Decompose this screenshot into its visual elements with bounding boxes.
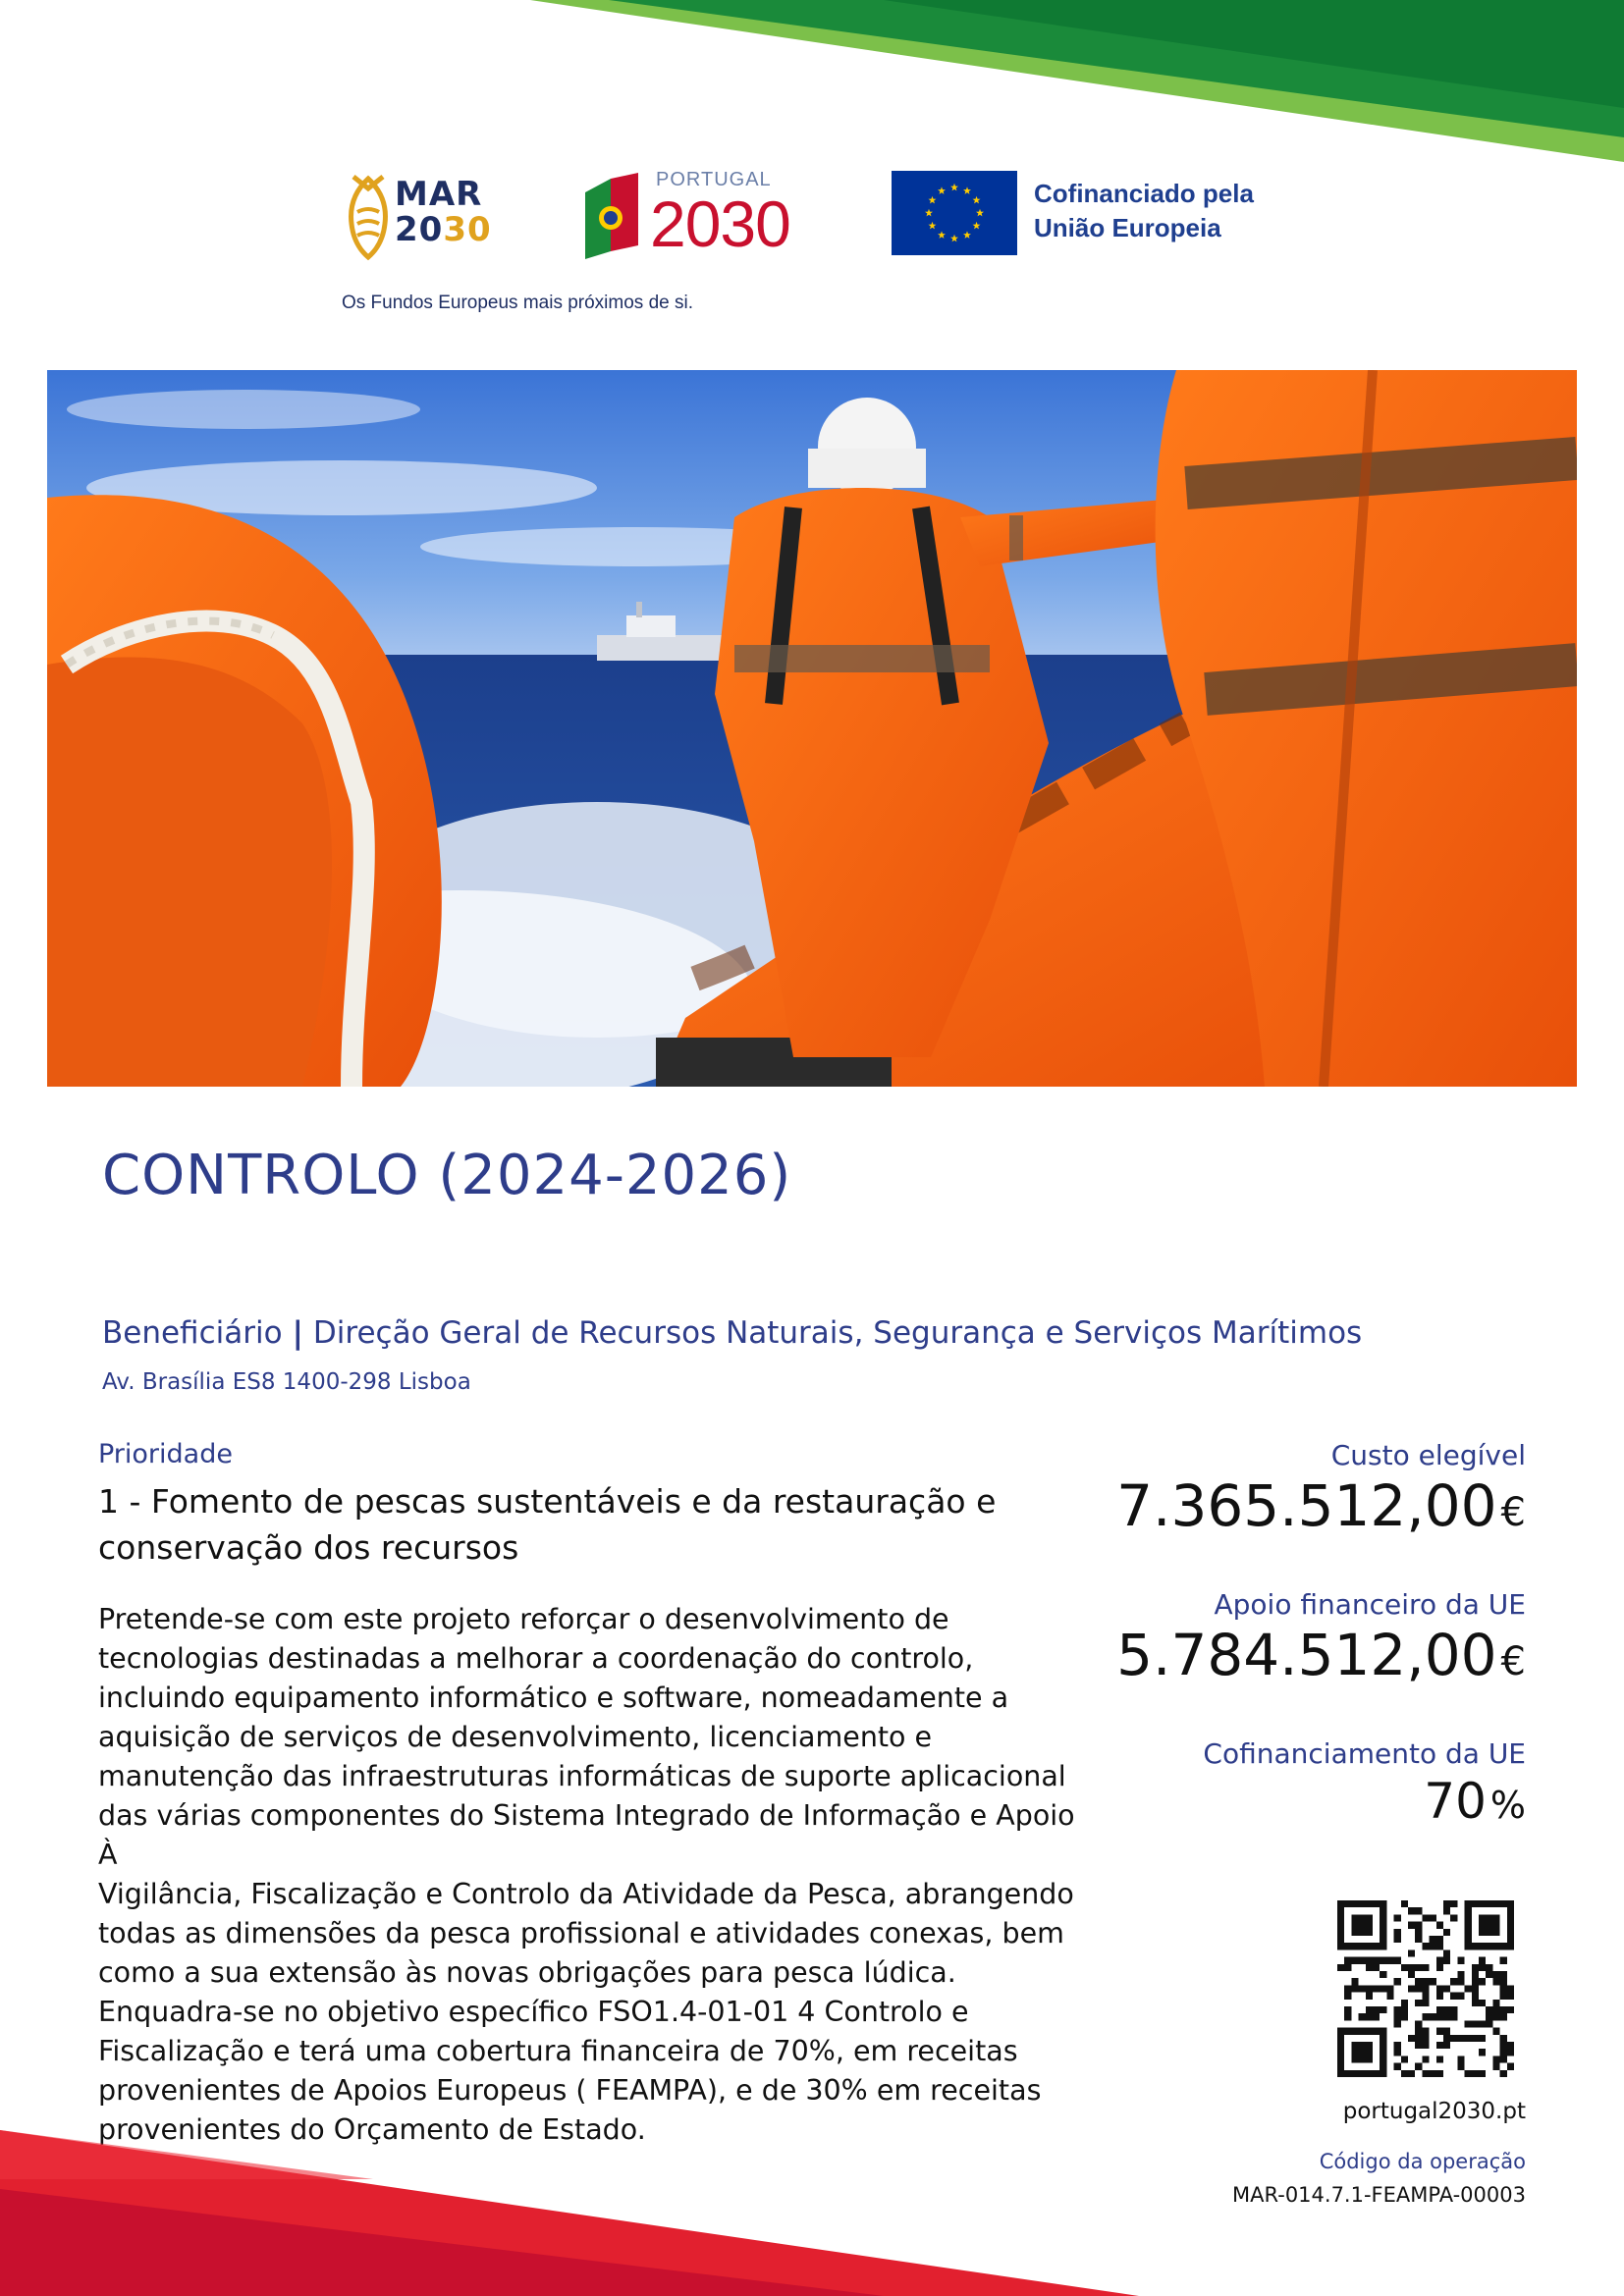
bottom-red-band <box>0 2120 1624 2296</box>
mar-logo-word: MAR <box>395 175 483 214</box>
description-line: Fiscalização e terá uma cobertura financeira de 70%, em receitas <box>98 2035 1018 2067</box>
eu-cofinanced-label: Cofinanciado pela União Europeia <box>1034 179 1254 242</box>
eligible-cost-value: 7.365.512,00 € <box>1116 1472 1526 1539</box>
portugal2030-logo <box>581 165 817 263</box>
inspection-boat-photo <box>47 370 1577 1087</box>
priority-label: Prioridade <box>98 1439 233 1469</box>
description-line: tecnologias destinadas a melhorar a coordenação do controlo, <box>98 1642 974 1675</box>
project-description <box>98 1600 1090 2150</box>
beneficiary-line <box>102 1315 1362 1351</box>
operation-code-label: Código da operação <box>1319 2150 1526 2173</box>
qr-caption-link[interactable]: portugal2030.pt <box>1342 2099 1526 2124</box>
priority-text: 1 - Fomento de pescas sustentáveis e da restauração e conservação dos recursos <box>98 1482 997 1567</box>
portugal-flag-icon <box>581 173 650 261</box>
portugal-logo-word: PORTUGAL <box>656 169 772 190</box>
mar-fish-icon <box>344 173 393 261</box>
description-line: Enquadra-se no objetivo específico FSO1.4-01-01 4 Controlo e <box>98 1996 969 2028</box>
beneficiary-separator: | <box>292 1315 303 1351</box>
qr-code[interactable] <box>1337 1900 1514 2077</box>
operation-code-value: MAR-014.7.1-FEAMPA-00003 <box>1232 2183 1526 2207</box>
eu-support-label: Apoio financeiro da UE <box>1214 1588 1526 1621</box>
eu-support-value: 5.784.512,00 € <box>1116 1622 1526 1688</box>
beneficiary-name: Direção Geral de Recursos Naturais, Segurança e Serviços Marítimos <box>312 1315 1363 1351</box>
cofinancing-label: Cofinanciamento da UE <box>1203 1737 1526 1770</box>
top-green-band <box>0 0 1624 167</box>
eligible-cost-label: Custo elegível <box>1330 1439 1526 1471</box>
description-line: incluindo equipamento informático e software, nomeadamente a <box>98 1682 1009 1714</box>
description-line: aquisição de serviços de desenvolvimento, licenciamento e <box>98 1721 933 1753</box>
mar2030-logo <box>344 167 511 265</box>
beneficiary-address: Av. Brasília ES8 1400-298 Lisboa <box>102 1369 471 1395</box>
description-line: das várias componentes do Sistema Integrado de Informação e Apoio À <box>98 1799 1075 1871</box>
portugal-logo-year: 2030 <box>650 187 790 260</box>
eu-flag-icon <box>892 171 1017 255</box>
description-line: provenientes do Orçamento de Estado. <box>98 2113 646 2146</box>
description-line: todas as dimensões da pesca profissional e atividades conexas, bem <box>98 1917 1064 1949</box>
cofinancing-value: 70 % <box>1424 1773 1526 1830</box>
description-line: Vigilância, Fiscalização e Controlo da Atividade da Pesca, abrangendo <box>98 1878 1074 1910</box>
description-line: Pretende-se com este projeto reforçar o desenvolvimento de <box>98 1603 949 1635</box>
description-line: provenientes de Apoios Europeus ( FEAMPA), e de 30% em receitas <box>98 2074 1042 2107</box>
mar-logo-year: 2030 <box>395 210 492 249</box>
description-line: manutenção das infraestruturas informáticas de suporte aplicacional <box>98 1760 1066 1792</box>
project-title: CONTROLO (2024-2026) <box>102 1144 792 1207</box>
beneficiary-label: Beneficiário <box>102 1315 283 1351</box>
funds-tagline: Os Fundos Europeus mais próximos de si. <box>342 293 693 313</box>
description-line: como a sua extensão às novas obrigações para pesca lúdica. <box>98 1956 956 1989</box>
